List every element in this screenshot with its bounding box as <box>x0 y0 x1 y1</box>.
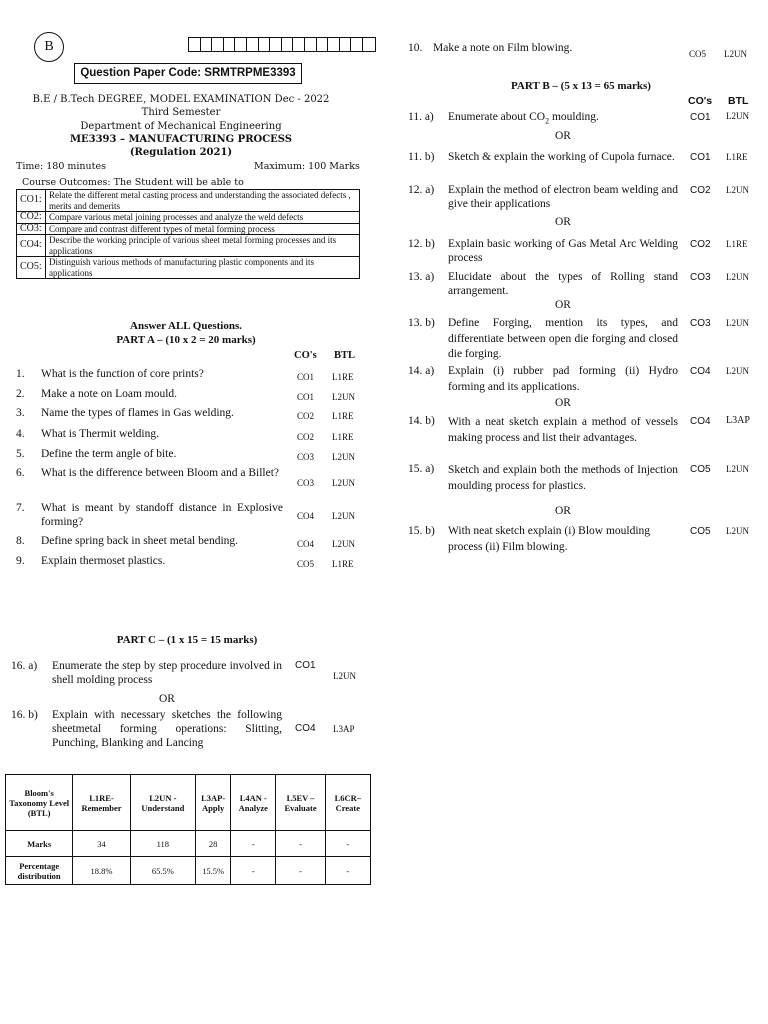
table-cell: - <box>231 831 276 857</box>
table-cell: 34 <box>73 831 130 857</box>
question-btl: L2UN <box>332 539 355 549</box>
part-b-btl-header: BTL <box>728 95 749 107</box>
question-text: What is Thermit welding. <box>41 428 159 440</box>
question-co: CO4 <box>690 416 711 427</box>
department: Department of Mechanical Engineering <box>80 121 282 132</box>
question-text: What is meant by standoff distance in Explosive forming? <box>41 502 283 528</box>
question-number: 16. a) <box>11 660 38 672</box>
table-header-cell: L3AP- Apply <box>196 775 231 831</box>
question-text: Explain basic working of Gas Metal Arc Welding process <box>448 238 678 264</box>
question-text: Make a note on Film blowing. <box>433 42 573 54</box>
set-label: B <box>34 32 64 62</box>
question-btl: L1RE <box>726 152 748 162</box>
question-btl: L2UN <box>724 49 747 59</box>
question-text: What is the function of core prints? <box>41 368 204 380</box>
table-cell: - <box>325 857 370 885</box>
question-btl: L2UN <box>726 318 749 328</box>
table-row-label: Percentage distribution <box>6 857 73 885</box>
table-header-cell: L6CR– Create <box>325 775 370 831</box>
question-number: 5. <box>16 448 25 460</box>
question-text: Enumerate the step by step procedure involved in shell molding process <box>52 660 282 686</box>
co-text: Relate the different metal casting process and understanding the associated defects , merits and demerits <box>46 190 360 212</box>
question-btl: L2UN <box>332 392 355 402</box>
time-label: Time: 180 minutes <box>16 161 106 172</box>
table-cell: - <box>276 857 325 885</box>
or-divider: OR <box>555 216 571 228</box>
question-co: CO1 <box>690 152 711 163</box>
part-a-title: PART A – (10 x 2 = 20 marks) <box>116 334 256 346</box>
question-paper-code: Question Paper Code: SRMTRPME3393 <box>74 63 302 84</box>
question-text: Define Forging, mention its types, and differentiate between open die forging and closed die forging. <box>448 317 678 360</box>
degree-line: B.E / B.Tech DEGREE, MODEL EXAMINATION Dec - 2022 <box>32 94 330 105</box>
co-text: Distinguish various methods of manufacturing plastic components and its applications <box>46 257 360 279</box>
question-number: 15. a) <box>408 463 435 475</box>
question-number: 10. <box>408 42 423 54</box>
question-co: CO1 <box>295 660 316 671</box>
co-row <box>17 190 360 212</box>
question-number: 12. b) <box>408 238 435 250</box>
part-c-title: PART C – (1 x 15 = 15 marks) <box>116 634 258 646</box>
question-text: With neat sketch explain (i) Blow moulding process (ii) Film blowing. <box>448 525 651 553</box>
question-btl: L3AP <box>726 415 750 426</box>
question-co: CO5 <box>297 559 315 569</box>
table-header-cell: L4AN - Analyze <box>231 775 276 831</box>
question-number: 1. <box>16 368 25 380</box>
question-text: Name the types of flames in Gas welding. <box>41 407 234 419</box>
question-btl: L1RE <box>332 372 354 382</box>
question-co: CO5 <box>690 464 711 475</box>
question-text: Sketch & explain the working of Cupola furnace. <box>448 151 675 163</box>
co-code: CO1: <box>17 190 46 212</box>
table-row <box>6 857 371 885</box>
part-b-title: PART B – (5 x 13 = 65 marks) <box>511 80 651 92</box>
question-number: 9. <box>16 555 25 567</box>
question-btl: L2UN <box>332 511 355 521</box>
question-number: 11. a) <box>408 111 434 123</box>
table-cell: 18.8% <box>73 857 130 885</box>
part-a-btl-header: BTL <box>334 350 356 361</box>
question-btl: L2UN <box>726 272 749 282</box>
question-btl: L2UN <box>333 671 356 681</box>
co-row <box>17 257 360 279</box>
table-cell: 65.5% <box>130 857 195 885</box>
answer-all-instruction: Answer ALL Questions. <box>130 320 242 332</box>
table-cell: - <box>231 857 276 885</box>
question-co: CO3 <box>297 478 315 488</box>
or-divider: OR <box>555 130 571 142</box>
course-title: ME3393 – MANUFACTURING PROCESS <box>69 134 293 145</box>
question-co: CO1 <box>297 372 315 382</box>
question-co: CO2 <box>297 432 315 442</box>
question-btl: L1RE <box>332 559 354 569</box>
question-co: CO4 <box>297 511 315 521</box>
question-text: Elucidate about the types of Rolling stand arrangement. <box>448 271 678 297</box>
part-a-co-header: CO's <box>294 350 317 361</box>
table-header-cell: L5EV – Evaluate <box>276 775 325 831</box>
question-text: Explain (i) rubber pad forming (ii) Hydro forming and its applications. <box>448 365 678 393</box>
question-number: 13. a) <box>408 271 435 283</box>
question-btl: L2UN <box>726 464 749 474</box>
question-text: Enumerate about $CO_2$ moulding. <box>448 111 599 126</box>
question-co: CO5 <box>689 49 707 59</box>
or-divider: OR <box>555 397 571 409</box>
co-text: Compare various metal joining processes and analyze the weld defects <box>46 212 360 224</box>
course-outcomes-table <box>16 189 360 279</box>
question-text: Define the term angle of bite. <box>41 448 177 460</box>
question-co: CO2 <box>690 239 711 250</box>
question-co: CO4 <box>297 539 315 549</box>
semester: Third Semester <box>141 107 221 118</box>
question-number: 8. <box>16 535 25 547</box>
or-divider: OR <box>555 299 571 311</box>
question-number: 2. <box>16 388 25 400</box>
question-text: Define spring back in sheet metal bending. <box>41 535 239 547</box>
question-btl: L1RE <box>332 432 354 442</box>
question-text: Make a note on Loam mould. <box>41 388 178 400</box>
regulation: (Regulation 2021) <box>129 147 233 158</box>
register-number-boxes <box>188 37 376 52</box>
table-header-cell: L1RE- Remember <box>73 775 130 831</box>
question-btl: L3AP <box>333 724 355 734</box>
question-text: Explain with necessary sketches the following sheetmetal forming operations: Slitting, Punching, Blanking and Lancing <box>52 709 282 749</box>
table-cell: 15.5% <box>196 857 231 885</box>
question-number: 14. a) <box>408 365 435 377</box>
question-number: 16. b) <box>11 709 38 721</box>
table-row <box>6 831 371 857</box>
question-btl: L1RE <box>332 411 354 421</box>
question-co: CO3 <box>297 452 315 462</box>
question-number: 3. <box>16 407 25 419</box>
question-co: CO5 <box>690 526 711 537</box>
question-number: 7. <box>16 502 25 514</box>
co-row <box>17 212 360 224</box>
co-code: CO2: <box>17 212 46 224</box>
question-co: CO1 <box>297 392 315 402</box>
question-btl: L2UN <box>332 478 355 488</box>
table-header-row <box>6 775 371 831</box>
question-number: 4. <box>16 428 25 440</box>
question-number: 6. <box>16 467 25 479</box>
question-number: 11. b) <box>408 151 435 163</box>
table-cell: 118 <box>130 831 195 857</box>
co-code: CO5: <box>17 257 46 279</box>
question-btl: L2UN <box>726 526 749 536</box>
part-b-co-header: CO's <box>688 95 713 107</box>
co-text: Describe the working principle of various sheet metal forming processes and its applications <box>46 235 360 257</box>
question-text: With a neat sketch explain a method of vessels making process and list their advantages. <box>448 416 678 444</box>
or-divider: OR <box>159 693 175 705</box>
question-co: CO4 <box>690 366 711 377</box>
question-co: CO2 <box>297 411 315 421</box>
co-code: CO3: <box>17 223 46 235</box>
question-co: CO4 <box>295 723 316 734</box>
question-co: CO3 <box>690 318 711 329</box>
co-text: Compare and contrast different types of metal forming process <box>46 223 360 235</box>
question-btl: L2UN <box>726 111 749 121</box>
question-text: Sketch and explain both the methods of Injection moulding process for plastics. <box>448 464 678 492</box>
question-co: CO1 <box>690 112 711 123</box>
table-cell: - <box>325 831 370 857</box>
question-btl: L1RE <box>726 239 748 249</box>
question-text: What is the difference between Bloom and a Billet? <box>41 467 280 479</box>
question-co: CO3 <box>690 272 711 283</box>
question-co: CO2 <box>690 185 711 196</box>
btl-distribution-table <box>5 774 371 885</box>
question-btl: L2UN <box>726 185 749 195</box>
question-btl: L2UN <box>726 366 749 376</box>
co-row <box>17 223 360 235</box>
table-cell: - <box>276 831 325 857</box>
co-code: CO4: <box>17 235 46 257</box>
question-number: 14. b) <box>408 415 435 427</box>
question-text: Explain the method of electron beam welding and give their applications <box>448 184 678 210</box>
question-number: 15. b) <box>408 525 435 537</box>
table-row-label: Marks <box>6 831 73 857</box>
question-text: Explain thermoset plastics. <box>41 555 166 567</box>
or-divider: OR <box>555 505 571 517</box>
question-number: 13. b) <box>408 317 435 329</box>
table-cell: 28 <box>196 831 231 857</box>
question-btl: L2UN <box>332 452 355 462</box>
table-header-cell: L2UN - Understand <box>130 775 195 831</box>
max-marks-label: Maximum: 100 Marks <box>254 161 360 172</box>
question-number: 12. a) <box>408 184 435 196</box>
co-row <box>17 235 360 257</box>
table-header-cell: Bloom's Taxonomy Level (BTL) <box>6 775 73 831</box>
co-intro: Course Outcomes: The Student will be able to <box>22 177 244 188</box>
